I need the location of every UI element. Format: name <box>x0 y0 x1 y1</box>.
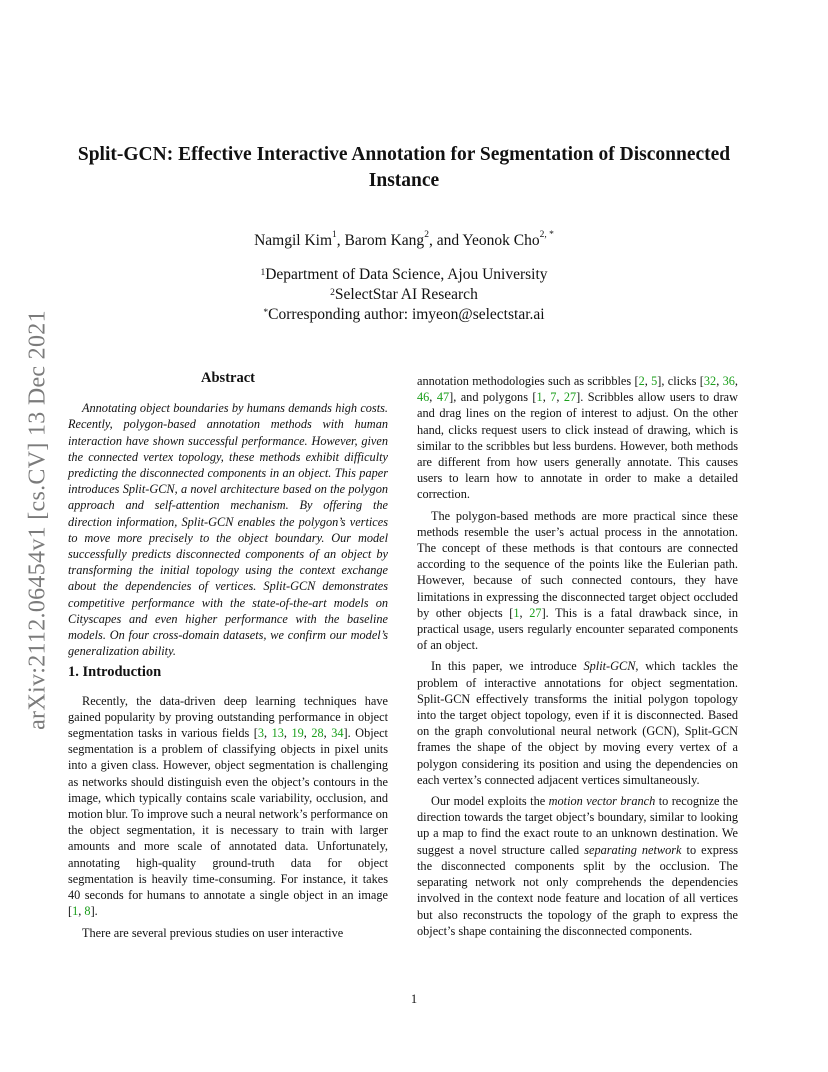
text-run: Our model exploits the <box>431 794 549 809</box>
citation-link[interactable]: 13 <box>271 726 284 741</box>
text-run: , <box>429 390 437 405</box>
citation-link[interactable]: 3 <box>257 726 265 741</box>
author-list <box>68 232 740 250</box>
text-run: , which tackles the problem of interactive annotations for object segmentation. Split-GCN effectively transforms the initial polygon topology into the target object topology, even if it is disconnected. Based on the graph convolutional neural network (GCN), Split-GCN frames the shape of the object by moving every vertex of a polygon considering its position and using the dependencies on each vertex’s connected adjacent vertices simultaneously. <box>417 659 738 787</box>
citation-link[interactable]: 27 <box>563 390 577 405</box>
affiliation-sup: 1 <box>260 268 266 278</box>
text-run: Recently, the data-driven deep learning techniques have gained popularity by proving outstanding performance in object segmentation tasks in various fields [ <box>68 693 388 741</box>
citation-link[interactable]: 8 <box>84 904 91 919</box>
text-run: ], and polygons [ <box>449 390 537 405</box>
affiliation-line <box>68 265 740 285</box>
citation-link[interactable]: 34 <box>331 726 344 741</box>
affiliation-text: Corresponding author: imyeon@selectstar.ai <box>268 306 545 323</box>
author-sup: 2 <box>424 230 429 240</box>
citation-link[interactable]: 2 <box>638 374 645 388</box>
emphasis: Split-GCN <box>583 659 636 674</box>
text-run: ], clicks [ <box>657 374 704 388</box>
author-sep: , and <box>428 232 463 249</box>
citation-link[interactable]: 19 <box>291 726 304 741</box>
arxiv-stamp-text: arXiv:2112.06454v1 [cs.CV] 13 Dec 2021 <box>24 310 51 730</box>
arxiv-stamp <box>22 285 54 755</box>
emphasis: separating network <box>584 842 682 857</box>
text-run: , <box>283 726 292 741</box>
author-name: Namgil Kim <box>254 232 333 249</box>
citation-link[interactable]: 36 <box>722 374 735 388</box>
text-run: The polygon-based methods are more practical since these methods resemble the user’s actual process in the annotation. The concept of these methods is that contours are connected according to the sequence of the points like the Eulerian path. However, because of such connected contours, they have limitations in expressing the disconnected target object occluded by other objects [ <box>417 508 738 620</box>
right-paragraph-1 <box>417 373 738 503</box>
citation-link[interactable]: 1 <box>536 390 543 405</box>
text-run: ]. <box>90 904 98 919</box>
paper-title: Split-GCN: Effective Interactive Annotation for Segmentation of Disconnected Instance <box>77 144 731 191</box>
citation-link[interactable]: 28 <box>311 726 324 741</box>
citation-link[interactable]: 1 <box>513 605 520 620</box>
right-paragraph-4 <box>417 793 738 939</box>
intro-paragraph-2: There are several previous studies on user interactive <box>82 925 344 940</box>
text-run: , <box>716 374 723 388</box>
author-sup: 1 <box>332 230 337 240</box>
text-run: annotation methodologies such as scribbles [ <box>417 374 639 388</box>
citation-link[interactable]: 27 <box>529 605 542 620</box>
affiliation-line <box>68 305 740 325</box>
text-run: In this paper, we introduce <box>431 659 584 674</box>
emphasis: motion vector branch <box>548 794 656 809</box>
affiliation-line <box>68 285 740 305</box>
intro-paragraph-1 <box>68 693 388 920</box>
text-run: , <box>519 605 530 620</box>
page-number: 1 <box>410 992 418 1006</box>
abstract-text: Annotating object boundaries by humans demands high costs. Recently, polygon-based annotation methods with human interaction have shown successful performance. However, given the connected vertex topology, these methods exhibit difficulty predicting the disconnected components in an object. This paper introduces Split-GCN, a novel architecture based on the polygon approach and self-attention mechanism. By offering the direction information, Split-GCN enables the polygon’s vertices to move more precisely to the object boundary. Our model successfully predicts disconnected components of an object by transforming the initial topology using the context exchange about the dependencies of vertices. Split-GCN demonstrates competitive performance with the state-of-the-art models on Cityscapes and even higher performance with the baseline models. On four cross-domain datasets, we confirm our model’s generalization ability. <box>68 401 388 659</box>
text-run: ]. Object segmentation is a problem of classifying objects in pixel units into a given class. However, object segmentation is challenging as networks should distinguish even the object’s contours in the image, which typically contains scale variability, occlusion, and motion blur. To improve such a neural network’s performance on the object segmentation, it is necessary to train with larger amounts and more scale of annotated data. Unfortunately, annotating high-quality ground-truth data for object segmentation is heavily time-consuming. For instance, it takes 40 seconds for humans to annotate a single object in an image [ <box>68 726 388 919</box>
text-run: , <box>542 390 551 405</box>
text-run: , <box>303 726 312 741</box>
citation-link[interactable]: 7 <box>550 390 557 405</box>
section-heading-introduction: 1. Introduction <box>68 664 162 681</box>
citation-link[interactable]: 1 <box>72 904 79 919</box>
right-paragraph-3 <box>417 658 738 788</box>
affiliation-sup: * <box>263 308 269 318</box>
citation-link[interactable]: 47 <box>436 390 450 405</box>
abstract-heading: Abstract <box>201 370 255 386</box>
text-run: , <box>734 374 738 388</box>
citation-link[interactable]: 32 <box>703 374 717 388</box>
affiliation-text: Department of Data Science, Ajou University <box>265 266 548 283</box>
left-column <box>68 370 388 946</box>
text-run: to recognize the direction towards the target object’s boundary, similar to looking up a map to find the exact route to an unknown destination. We suggest a novel structure called <box>417 794 738 857</box>
citation-link[interactable]: 5 <box>651 374 658 388</box>
text-run: , <box>78 904 85 919</box>
author-sup: 2, * <box>539 230 554 240</box>
right-paragraph-2 <box>417 508 738 654</box>
text-run: ]. Scribbles allow users to draw and drag lines on the region of interest to adjust. On the other hand, clicks request users to click instead of drawing, which is similar to the scribbles but less burdens. However, both methods are different from how users generally annotate. This causes users to learn how to annotate in order to make a detailed correction. <box>417 390 739 502</box>
affiliation-sup: 2 <box>330 288 335 298</box>
author-name: Yeonok Cho <box>462 232 540 249</box>
citation-link[interactable]: 46 <box>417 390 430 405</box>
text-run: to express the disconnected components split by the occlusion. The separating network not only comprehends the dependencies involved in the context node feature and location of all vertices but also reconstructs the topology of the graph to express the object’s shape containing the disconnected components. <box>417 842 739 938</box>
text-run: , <box>323 726 332 741</box>
right-column <box>417 373 738 944</box>
text-run: ]. This is a fatal drawback since, in practical usage, users regularly encounter separated components of an object. <box>417 605 738 653</box>
text-run: , <box>264 726 272 741</box>
affiliation-text: SelectStar AI Research <box>334 286 478 303</box>
text-run: , <box>556 390 564 405</box>
author-name: Barom Kang <box>344 232 425 249</box>
text-run: , <box>644 374 652 388</box>
affiliations <box>68 265 740 325</box>
author-sep: , <box>336 232 345 249</box>
